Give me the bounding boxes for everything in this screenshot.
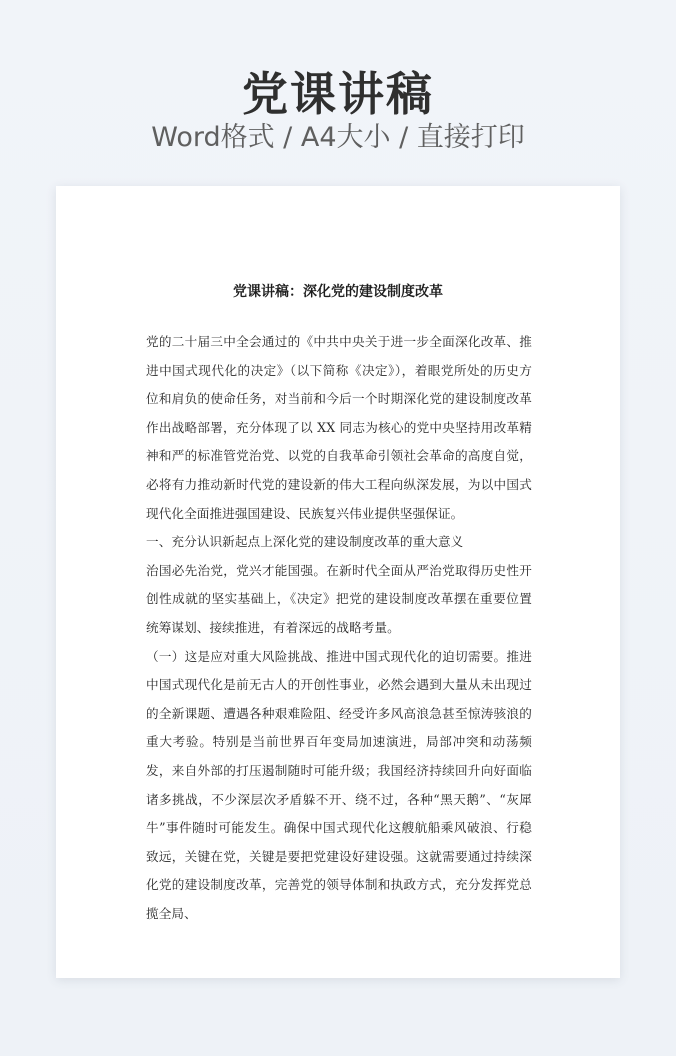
document-paragraph: （一）这是应对重大风险挑战、推进中国式现代化的迫切需要。推进中国式现代化是前无古人的开创性事业，必然会遇到大量从未出现过的全新课题、遭遇各种艰难险阻、经受许多风高浪急甚至惊涛骇浪的重大考验。特别是当前世界百年变局加速演进，局部冲突和动荡频发，来自外部的打压遏制随时可能升级；我国经济持续回升向好面临诸多挑战，不少深层次矛盾躲不开、绕不过，各种“黑天鹅”、“灰犀牛”事件随时可能发生。确保中国式现代化这艘航船乘风破浪、行稳致远，关键在党，关键是要把党建设好建设强。这就需要通过持续深化党的建设制度改革，完善党的领导体制和执政方式，充分发挥党总揽全局、 bbox=[146, 648, 532, 921]
document-body bbox=[146, 328, 532, 928]
document-paragraph: 党的二十届三中全会通过的《中共中央关于进一步全面深化改革、推进中国式现代化的决定》（以下简称《决定》），着眼党所处的历史方位和肩负的使命任务，对当前和今后一个时期深化党的建设制度改革作出战略部署，充分体现了以 XX 同志为核心的党中央坚持用改革精神和严的标准管党治党、以党的自我革命引领社会革命的高度自觉，必将有力推动新时代党的建设新的伟大工程向纵深发展，为以中国式现代化全面推进强国建设、民族复兴伟业提供坚强保证。 bbox=[146, 334, 532, 521]
document-section-heading: 一、充分认识新起点上深化党的建设制度改革的重大意义 bbox=[146, 534, 464, 550]
document-paragraph: 治国必先治党，党兴才能国强。在新时代全面从严治党取得历史性开创性成就的坚实基础上，《决定》把党的建设制度改革摆在重要位置统筹谋划、接续推进，有着深远的战略考量。 bbox=[146, 562, 532, 635]
page-subtitle: Word格式 / A4大小 / 直接打印 bbox=[151, 122, 525, 153]
document-page bbox=[56, 186, 620, 978]
document-title: 党课讲稿：深化党的建设制度改革 bbox=[233, 284, 443, 300]
page-title: 党课讲稿 bbox=[242, 67, 434, 121]
